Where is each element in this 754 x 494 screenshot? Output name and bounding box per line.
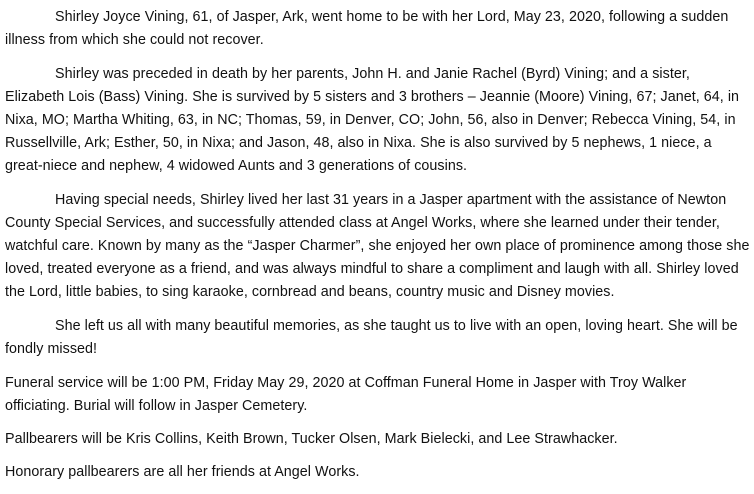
obituary-document [5,6,750,494]
obituary-closing-paragraph: She left us all with many beautiful memories, as she taught us to live with an open, loving heart. She will be fondly missed! [5,318,738,357]
funeral-service-paragraph: Funeral service will be 1:00 PM, Friday May 29, 2020 at Coffman Funeral Home in Jasper with Troy Walker officiating. Burial will follow in Jasper Cemetery. [5,375,687,414]
obituary-intro-paragraph: Shirley Joyce Vining, 61, of Jasper, Ark, went home to be with her Lord, May 23, 2020, following a sudden illness from which she could not recover. [5,9,729,48]
pallbearers-paragraph: Pallbearers will be Kris Collins, Keith Brown, Tucker Olsen, Mark Bielecki, and Lee Strawhacker. [5,431,618,447]
obituary-family-paragraph: Shirley was preceded in death by her parents, John H. and Janie Rachel (Byrd) Vining; and a sister, Elizabeth Lois (Bass) Vining. She is survived by 5 sisters and 3 brothers – Jeannie (Moore) Vining, 67; Janet, 64, in Nixa, MO; Martha Whiting, 63, in NC; Thomas, 59, in Denver, CO; John, 56, also in Denver; Rebecca Vining, 54, in Russellville, Ark; Esther, 50, in Nixa; and Jason, 48, also in Nixa. She is also survived by 5 nephews, 1 niece, a great-niece and nephew, 4 widowed Aunts and 3 generations of cousins. [5,66,740,174]
honorary-pallbearers-paragraph: Honorary pallbearers are all her friends at Angel Works. [5,464,360,480]
obituary-life-paragraph: Having special needs, Shirley lived her last 31 years in a Jasper apartment with the assistance of Newton County Special Services, and successfully attended class at Angel Works, where she learned under their tender, watchful care. Known by many as the “Jasper Charmer”, she enjoyed her own place of prominence among those she loved, treated everyone as a friend, and was always mindful to share a compliment and laugh with all. Shirley loved the Lord, little babies, to sing karaoke, cornbread and beans, country music and Disney movies. [5,192,750,300]
